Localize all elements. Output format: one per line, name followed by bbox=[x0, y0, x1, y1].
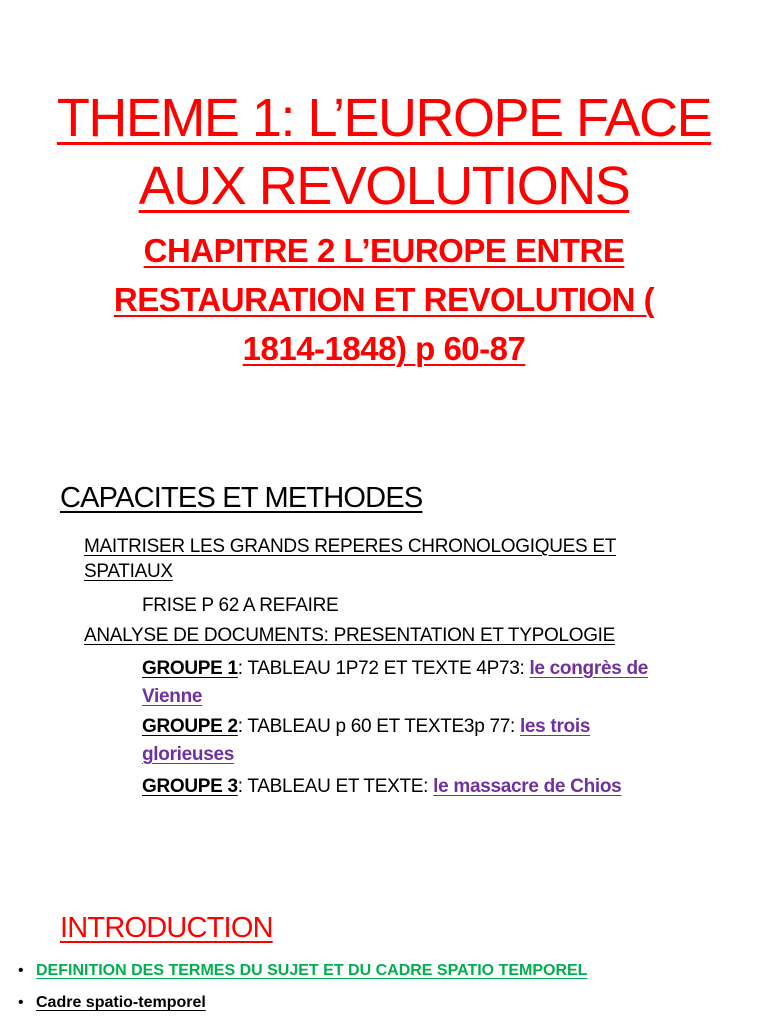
groupe-3-label: GROUPE 3 bbox=[142, 776, 238, 797]
groupe-1-line-2 bbox=[142, 682, 202, 711]
bullet-marker: • bbox=[18, 994, 24, 1011]
intro-bullet-1 bbox=[18, 960, 587, 982]
groupe-3-line bbox=[142, 772, 621, 801]
intro-bullet-2-text: Cadre spatio-temporel bbox=[36, 994, 206, 1011]
groupe-2-link-continued[interactable]: glorieuses bbox=[142, 744, 235, 765]
frise-item: FRISE P 62 A REFAIRE bbox=[142, 595, 339, 616]
groupe-2-link[interactable]: les trois bbox=[519, 716, 591, 737]
groupe-1-label: GROUPE 1 bbox=[142, 658, 238, 679]
groupe-2-line-1 bbox=[142, 712, 590, 741]
title-line-2: AUX REVOLUTIONS bbox=[138, 156, 630, 216]
groupe-1-text: : TABLEAU 1P72 ET TEXTE 4P73: bbox=[237, 658, 530, 679]
groupe-2-text: : TABLEAU p 60 ET TEXTE3p 77: bbox=[237, 716, 520, 737]
groupe-1-link[interactable]: le congrès de bbox=[529, 658, 649, 679]
capacite-item-2: ANALYSE DE DOCUMENTS: PRESENTATION ET TYPOLOGIE bbox=[84, 625, 616, 646]
capacite-item-1-line-2: SPATIAUX bbox=[84, 561, 173, 582]
groupe-1-line-1 bbox=[142, 654, 648, 683]
chapter-subtitle bbox=[0, 226, 768, 373]
intro-bullet-2 bbox=[18, 992, 206, 1014]
groupe-3-text: : TABLEAU ET TEXTE: bbox=[237, 776, 434, 797]
bullet-marker: • bbox=[18, 962, 24, 979]
groupe-2-label: GROUPE 2 bbox=[142, 716, 238, 737]
capacite-item-1-line-1: MAITRISER LES GRANDS REPERES CHRONOLOGIQUES ET bbox=[84, 536, 617, 557]
groupe-3-link[interactable]: le massacre de Chios bbox=[433, 776, 622, 797]
capacites-heading: CAPACITES ET METHODES bbox=[60, 482, 423, 514]
subtitle-line-3: 1814-1848) p 60-87 bbox=[242, 330, 526, 367]
subtitle-line-1: CHAPITRE 2 L’EUROPE ENTRE bbox=[143, 232, 625, 269]
groupe-1-link-continued[interactable]: Vienne bbox=[142, 686, 203, 707]
title-line-1: THEME 1: L’EUROPE FACE bbox=[56, 88, 712, 148]
intro-bullet-1-text: DEFINITION DES TERMES DU SUJET ET DU CADRE SPATIO TEMPOREL bbox=[36, 962, 588, 979]
page-title bbox=[0, 84, 768, 220]
groupe-2-line-2 bbox=[142, 740, 234, 769]
introduction-heading: INTRODUCTION bbox=[60, 912, 273, 944]
subtitle-line-2: RESTAURATION ET REVOLUTION ( bbox=[113, 281, 655, 318]
